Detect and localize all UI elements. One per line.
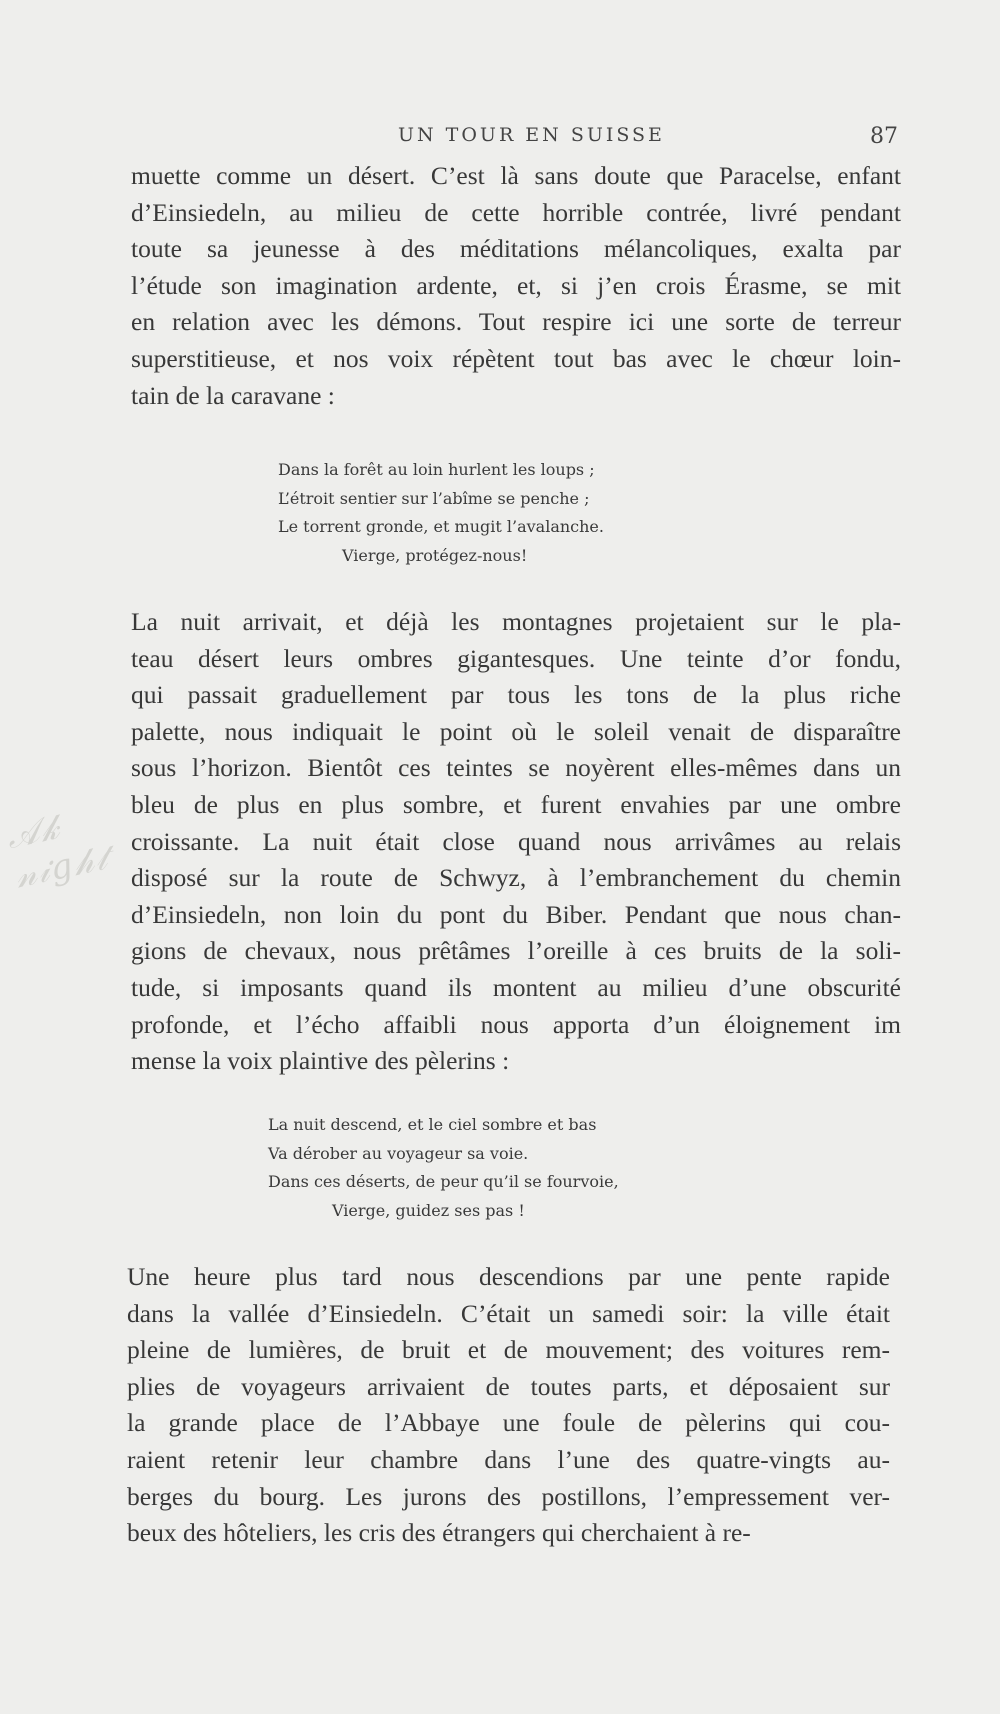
text-line: toute sa jeunesse à des méditations mélancoliques, exalta par bbox=[131, 234, 901, 264]
text-line: muette comme un désert. C’est là sans doute que Paracelse, enfant bbox=[131, 161, 901, 190]
page-number: 87 bbox=[870, 124, 898, 149]
text-line: superstitieuse, et nos voix répètent tout bas avec le chœur loin- bbox=[131, 343, 901, 373]
text-line: l’étude son imagination ardente, et, si j’en crois Érasme, se mit bbox=[131, 270, 901, 300]
verse-line: Dans ces déserts, de peur qu’il se fourvoie, bbox=[268, 1172, 619, 1191]
verse-line: Le torrent gronde, et mugit l’avalanche. bbox=[278, 517, 604, 536]
text-line: palette, nous indiquait le point où le soleil venait de disparaître bbox=[131, 716, 901, 746]
paragraph-2 bbox=[131, 604, 901, 1080]
text-line: en relation avec les démons. Tout respire ici une sorte de terreur bbox=[131, 307, 901, 337]
text-line: profonde, et l’écho affaibli nous apporta d’un éloignement im bbox=[131, 1009, 901, 1039]
text-line: raient retenir leur chambre dans l’une des quatre-vingts au- bbox=[127, 1444, 890, 1474]
paragraph-3 bbox=[127, 1259, 890, 1552]
text-line: tain de la caravane : bbox=[131, 380, 335, 410]
text-line: la grande place de l’Abbaye une foule de pèlerins qui cou- bbox=[127, 1408, 890, 1438]
verse-line: Va dérober au voyageur sa voie. bbox=[268, 1143, 529, 1163]
verse-line: L’étroit sentier sur l’abîme se penche ; bbox=[278, 488, 590, 508]
text-line: mense la voix plaintive des pèlerins : bbox=[131, 1046, 510, 1076]
text-line: disposé sur la route de Schwyz, à l’embranchement du chemin bbox=[131, 863, 901, 893]
text-line: dans la vallée d’Einsiedeln. C’était un samedi soir: la ville était bbox=[127, 1298, 890, 1328]
text-line: teau désert leurs ombres gigantesques. Une teinte d’or fondu, bbox=[131, 643, 901, 673]
text-line: beux des hôteliers, les cris des étrangers qui cherchaient à re- bbox=[127, 1518, 751, 1548]
verse-line: La nuit descend, et le ciel sombre et bas bbox=[268, 1115, 597, 1134]
paragraph-1 bbox=[131, 158, 901, 414]
text-line: d’Einsiedeln, au milieu de cette horrible contrée, livré pendant bbox=[131, 197, 901, 227]
text-line: plies de voyageurs arrivaient de toutes parts, et déposaient sur bbox=[127, 1371, 890, 1401]
text-line: qui passait graduellement par tous les tons de la plus riche bbox=[131, 680, 901, 710]
text-line: sous l’horizon. Bientôt ces teintes se noyèrent elles-mêmes dans un bbox=[131, 753, 901, 783]
text-line: Une heure plus tard nous descendions par une pente rapide bbox=[127, 1262, 890, 1291]
verse-line: Vierge, protégez-nous! bbox=[342, 545, 528, 565]
text-line: pleine de lumières, de bruit et de mouvement; des voitures rem- bbox=[127, 1335, 890, 1365]
verse-1 bbox=[278, 456, 604, 570]
text-line: d’Einsiedeln, non loin du pont du Biber. Pendant que nous chan- bbox=[131, 899, 901, 929]
text-line: gions de chevaux, nous prêtâmes l’oreille à ces bruits de la soli- bbox=[131, 936, 901, 966]
text-line: croissante. La nuit était close quand nous arrivâmes au relais bbox=[131, 826, 901, 856]
verse-2 bbox=[268, 1111, 619, 1225]
text-line: tude, si imposants quand ils montent au milieu d’une obscurité bbox=[131, 972, 901, 1002]
text-line: bleu de plus en plus sombre, et furent envahies par une ombre bbox=[131, 789, 901, 819]
verse-line: Vierge, guidez ses pas ! bbox=[332, 1200, 525, 1220]
running-header bbox=[133, 124, 898, 152]
text-line: La nuit arrivait, et déjà les montagnes projetaient sur le pla- bbox=[131, 607, 901, 636]
text-line: berges du bourg. Les jurons des postillons, l’empressement ver- bbox=[127, 1481, 890, 1511]
verse-line: Dans la forêt au loin hurlent les loups ; bbox=[278, 460, 595, 479]
handwritten-margin-note: 𝒜𝓀 𝓃𝒾𝑔𝒽𝓉 bbox=[3, 806, 113, 897]
running-title: UN TOUR EN SUISSE bbox=[398, 124, 665, 146]
